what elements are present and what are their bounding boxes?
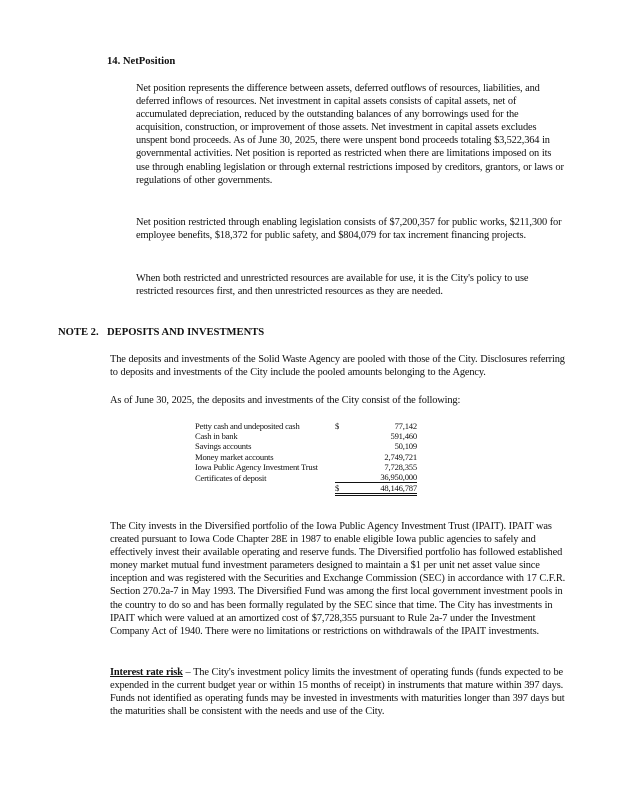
table-intro: As of June 30, 2025, the deposits and investments of the City consist of the following: <box>110 395 461 406</box>
currency-symbol <box>335 472 357 483</box>
currency-symbol <box>335 441 357 451</box>
total-amount: 48,146,787 <box>357 483 417 495</box>
note-title: DEPOSITS AND INVESTMENTS <box>107 327 265 338</box>
row-label: Savings accounts <box>195 441 252 452</box>
deposits-investments-table <box>195 421 417 496</box>
restricted-net-position-paragraph: Net position restricted through enabling legislation consists of $7,200,357 for public works, $211,300 for employee benefits, $18,372 for public safety, and $804,079 for tax increment financing projects. <box>136 217 562 242</box>
row-label: Certificates of deposit <box>195 472 267 483</box>
table-row <box>195 462 417 472</box>
table-row <box>195 441 417 451</box>
table-row <box>195 421 417 431</box>
row-label: Iowa Public Agency Investment Trust <box>195 461 318 472</box>
interest-rate-risk-paragraph <box>110 666 570 718</box>
section-14-title: 14. NetPosition <box>107 56 176 67</box>
table-total-row <box>195 483 417 495</box>
total-currency-symbol: $ <box>335 483 357 495</box>
resource-use-policy-paragraph: When both restricted and unrestricted resources are available for use, it is the City's policy to use restricted resources first, and then unrestricted resources as they are needed. <box>136 273 529 298</box>
row-amount: 36,950,000 <box>380 472 417 483</box>
note-number: NOTE 2. <box>58 327 99 338</box>
net-position-paragraph: Net position represents the difference between assets, deferred outflows of resources, liabilities, and deferred inflows of resources. Net investment in capital assets consists of capital assets, net of accumulated depreciation, reduced by the outstanding balances of any borrowings used for the acquisition, construction, or improvement of those assets. Net investment in capital assets excludes unspent bond proceeds. As of June 30, 2025, there were unspent bond proceeds totaling $3,522,364 in governmental activities. Net position is reported as restricted when there are limitations imposed on its use through enabling legislation or through external restrictions imposed by creditors, grantors, or laws or regulations of other governments. <box>136 83 564 186</box>
row-label: Petty cash and undeposited cash <box>195 421 300 431</box>
currency-symbol <box>335 452 357 462</box>
ipait-paragraph: The City invests in the Diversified portfolio of the Iowa Public Agency Investment Trust (IPAIT). IPAIT was created pursuant to Iowa Code Chapter 28E in 1987 to enable eligible Iowa public agencies to safely and effectively invest their available operating and reserve funds. The Diversified portfolio has followed established money market mutual fund investment parameters designed to maintain a $1 per unit net asset value since inception and was registered with the Securities and Exchange Commission (SEC) in accordance with 17 C.F.R. Section 270.2a-7 in May 1993. The Diversified Fund was among the first local government investment pools in the country to do so and has been formally regulated by the SEC since that time. The City has investments in IPAIT which were valued at an amortized cost of $7,728,355 pursuant to Rule 2a-7 under the Investment Company Act of 1940. There were no limitations or restrictions on withdrawals of the IPAIT investments. <box>110 521 566 637</box>
total-label <box>195 483 335 495</box>
row-label: Money market accounts <box>195 451 274 462</box>
row-amount: 7,728,355 <box>384 461 417 472</box>
table-row <box>195 452 417 462</box>
table-row <box>195 472 417 483</box>
row-amount: 591,460 <box>390 431 417 442</box>
row-amount: 2,749,721 <box>384 451 417 462</box>
row-amount: 50,109 <box>394 441 417 452</box>
interest-rate-risk-text: The City's investment policy limits the investment of operating funds (funds expected to be expended in the current budget year or within 15 months of receipt) in instruments that mature within 397 days. Funds not identified as operating funds may be invested in investments with maturities longer than 397 days but the maturities shall be consistent with the needs and use of the City. <box>110 667 565 718</box>
currency-symbol <box>335 462 357 472</box>
row-label: Cash in bank <box>195 431 238 442</box>
heading-dash: – <box>182 667 194 678</box>
currency-symbol <box>335 431 357 441</box>
table-row <box>195 431 417 441</box>
currency-symbol: $ <box>335 421 340 431</box>
pooled-deposits-paragraph: The deposits and investments of the Solid Waste Agency are pooled with those of the City. Disclosures referring to deposits and investments of the City include the pooled amounts belonging to the Agency. <box>110 354 565 379</box>
interest-rate-risk-heading: Interest rate risk <box>110 667 183 678</box>
row-amount: 77,142 <box>394 421 417 431</box>
